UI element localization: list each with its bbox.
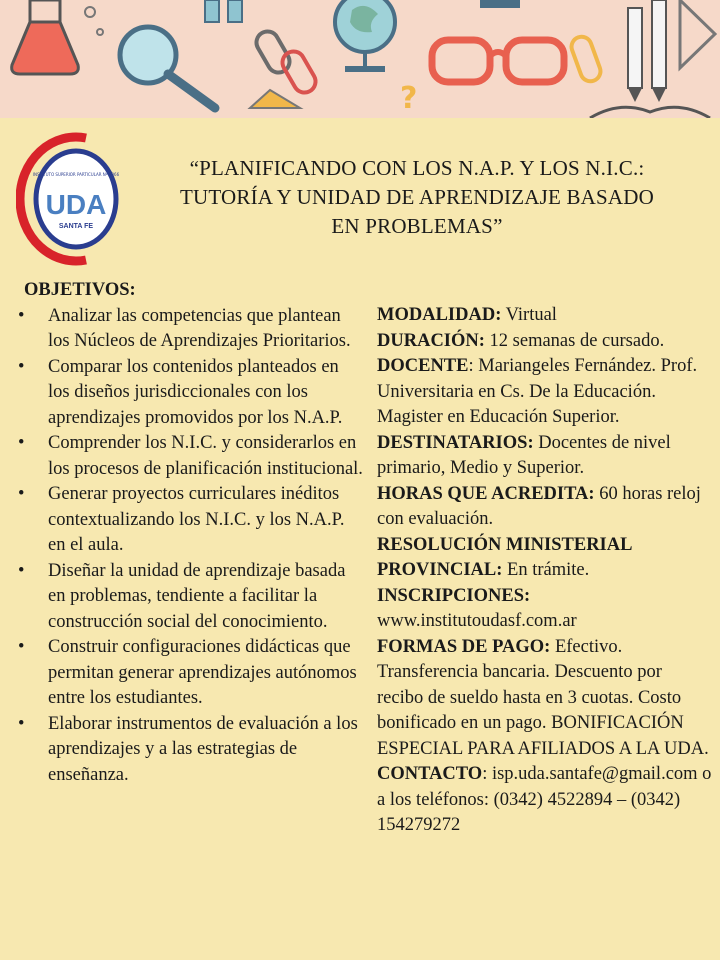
objective-item: • Comprender los N.I.C. y considerarlos en los procesos de planificación institucional. <box>18 431 363 482</box>
horas-value: 60 horas reloj con evaluación. <box>377 483 701 529</box>
objective-item: • Diseñar la unidad de aprendizaje basada en problemas, tendiente a facilitar la construcción social del conocimiento. <box>18 559 363 636</box>
pago-row <box>377 635 712 763</box>
pencil-icon <box>628 0 666 102</box>
logo-subtitle: SANTA FE <box>58 223 94 230</box>
objective-item: • Elaborar instrumentos de evaluación a los aprendizajes y a las estrategias de enseñanza. <box>18 712 363 789</box>
flyer-content <box>0 118 720 960</box>
destinatarios-row <box>377 431 712 482</box>
duracion-value: 12 semanas de cursado. <box>484 330 665 351</box>
pen-icon <box>480 0 520 8</box>
destinatarios-value: Docentes de nivel primario, Medio y Superior. <box>377 432 671 478</box>
duracion-row <box>377 329 712 355</box>
pago-label: FORMAS DE PAGO: <box>377 636 551 657</box>
uda-logo <box>16 130 124 268</box>
modalidad-label: MODALIDAD: <box>377 305 502 325</box>
objectives-heading: OBJETIVOS: <box>24 280 136 300</box>
book-icon <box>590 107 710 118</box>
docente-row <box>377 354 712 431</box>
contacto-label: CONTACTO <box>377 764 483 784</box>
globe-icon <box>335 0 395 72</box>
school-supplies-illustration <box>0 0 720 118</box>
triangle-ruler-icon <box>250 90 300 108</box>
objectives-section <box>18 278 363 788</box>
paperclip-icon <box>252 27 319 96</box>
resolucion-value: En trámite. <box>502 560 590 580</box>
flask-icon <box>12 0 103 74</box>
question-mark-icon: ? <box>400 81 418 116</box>
course-title <box>152 154 682 241</box>
ruler-icon <box>680 0 715 68</box>
objective-item: • Generar proyectos curriculares inéditos contextualizando los N.I.C. y los N.A.P. en el aula. <box>18 482 363 559</box>
docente-value: : Mariangeles Fernández. Prof. Universitaria en Cs. De la Educación. Magister en Educación Superior. <box>377 356 698 427</box>
objective-item: • Analizar las competencias que plantean los Núcleos de Aprendizajes Prioritarios. <box>18 304 363 355</box>
contacto-value: : isp.uda.santafe@gmail.com o a los teléfonos: (0342) 4522894 – (0342) 154279272 <box>377 764 712 835</box>
modalidad-value: Virtual <box>501 305 557 325</box>
destinatarios-label: DESTINATARIOS: <box>377 432 534 453</box>
logo-top-text: INSTITUTO SUPERIOR PARTICULAR Nº 9066 <box>32 172 120 177</box>
inscripciones-link[interactable]: www.institutoudasf.com.ar <box>377 611 577 631</box>
course-title-line: “PLANIFICANDO CON LOS N.A.P. Y LOS N.I.C.: <box>189 156 645 180</box>
resolucion-row <box>377 533 712 584</box>
docente-label: DOCENTE <box>377 356 469 376</box>
logo-name: UDA <box>45 189 107 220</box>
horas-label: HORAS QUE ACREDITA: <box>377 483 595 504</box>
resolucion-label: RESOLUCIÓN MINISTERIAL PROVINCIAL: <box>377 534 632 580</box>
course-title-line: EN PROBLEMAS” <box>331 214 503 238</box>
horas-row <box>377 482 712 533</box>
inscripciones-label: INSCRIPCIONES: <box>377 585 531 606</box>
pencil-icon <box>205 0 242 22</box>
objectives-list <box>18 304 363 789</box>
inscripciones-row <box>377 584 712 635</box>
course-title-line: TUTORÍA Y UNIDAD DE APRENDIZAJE BASADO <box>179 185 655 209</box>
course-info-section <box>377 303 712 839</box>
paperclip-icon <box>569 34 604 84</box>
magnifier-icon <box>120 27 215 108</box>
header-banner <box>0 0 720 118</box>
glasses-icon <box>432 40 564 82</box>
modalidad-row <box>377 303 712 329</box>
objective-item: • Comparar los contenidos planteados en los diseños jurisdiccionales con los aprendizajes promovidos por los N.A.P. <box>18 355 363 432</box>
duracion-label: DURACIÓN: <box>377 330 485 351</box>
pago-value: Efectivo. Transferencia bancaria. Descuento por recibo de sueldo hasta en 3 cuotas. Costo bonificado en un pago. BONIFICACIÓN ESPECIAL PARA AFILIADOS A LA UDA. <box>377 636 709 759</box>
contacto-row <box>377 762 712 839</box>
objective-item: • Construir configuraciones didácticas que permitan generar aprendizajes autónomos entre los estudiantes. <box>18 635 363 712</box>
